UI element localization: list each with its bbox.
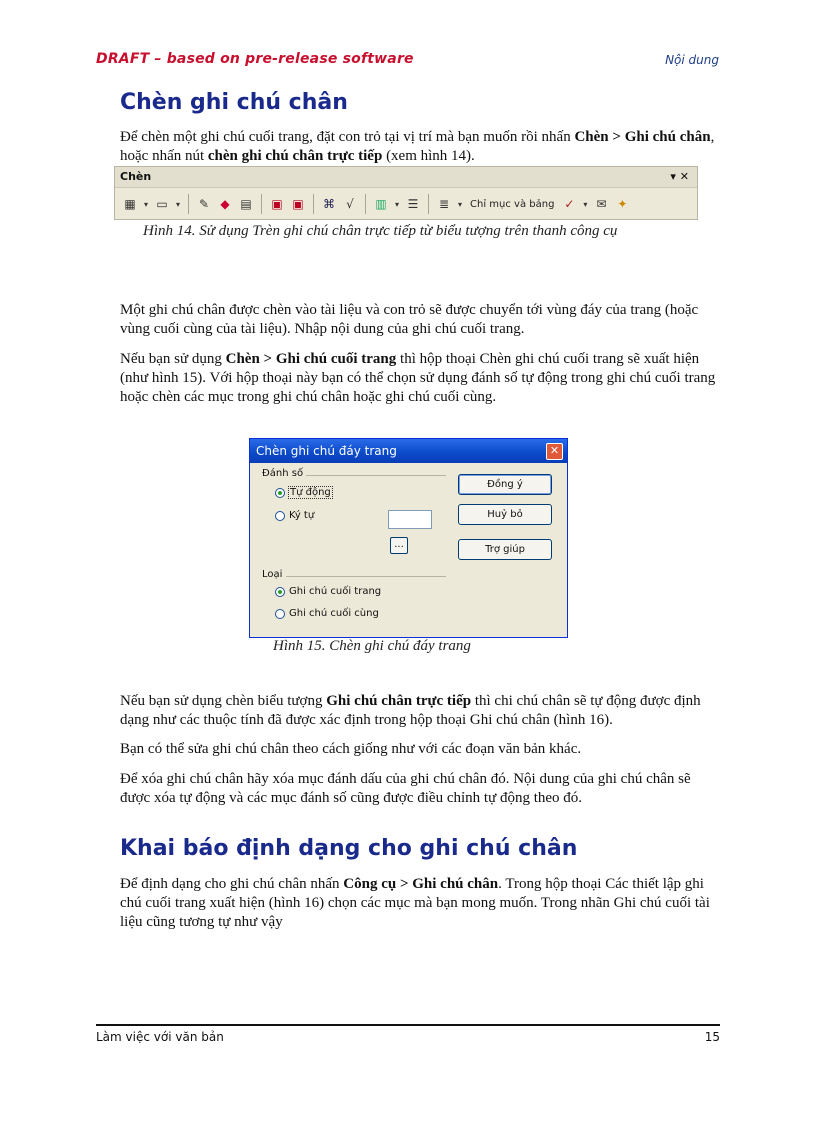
radio-button[interactable]	[275, 609, 285, 619]
group-divider	[306, 475, 446, 476]
figure-15-caption: Hình 15. Chèn ghi chú đáy trang	[273, 638, 471, 654]
radio-button-selected[interactable]	[275, 488, 285, 498]
type-group-label: Loại	[262, 569, 283, 580]
group-divider	[286, 576, 446, 577]
numbering-group-label: Đánh số	[262, 468, 304, 479]
note-icon[interactable]: ✉	[596, 197, 607, 211]
browse-character-button[interactable]: ...	[390, 537, 408, 554]
formula-icon[interactable]: √	[346, 197, 354, 211]
endnote-icon[interactable]: ▣	[292, 197, 304, 211]
radio-character[interactable]: Ký tự	[275, 510, 314, 521]
dropdown-arrow-icon[interactable]: ▾	[394, 199, 399, 209]
chart-icon[interactable]: ▤	[240, 197, 252, 211]
insert-field-icon[interactable]: ✎	[198, 197, 210, 211]
list-icon[interactable]: ☰	[407, 197, 419, 211]
index-and-tables-button[interactable]: Chỉ mục và bảng	[470, 198, 555, 210]
dialog-titlebar[interactable]	[250, 439, 567, 463]
radio-automatic[interactable]: Tự động	[275, 487, 332, 498]
insert-footnote-dialog	[249, 438, 568, 638]
footer-chapter-title: Làm việc với văn bản	[96, 1030, 224, 1044]
spellcheck-icon[interactable]: ✓	[564, 197, 575, 211]
dropdown-arrow-icon[interactable]: ▾	[457, 199, 462, 209]
section-icon[interactable]: ≣	[438, 197, 450, 211]
dropdown-arrow-icon[interactable]: ▾	[143, 199, 148, 209]
help-button[interactable]: Trợ giúp	[458, 539, 552, 560]
radio-footnote[interactable]: Ghi chú cuối trang	[275, 586, 381, 597]
paragraph-intro: Để chèn một ghi chú cuối trang, đặt con trỏ tại vị trí mà bạn muốn rồi nhấn Chèn > Ghi chú chân, hoặc nhấn nút chèn ghi chú chân trực tiếp (xem hình 14).	[120, 129, 715, 164]
section-title-footnote-format: Khai báo định dạng cho ghi chú chân	[120, 836, 578, 861]
radio-button-selected[interactable]	[275, 587, 285, 597]
radio-endnote[interactable]: Ghi chú cuối cùng	[275, 608, 379, 619]
toolbar-title: Chèn	[120, 170, 152, 183]
toolbar-titlebar[interactable]	[115, 167, 697, 188]
insert-image-icon[interactable]: ◆	[220, 197, 230, 211]
paragraph-footnote-inserted: Một ghi chú chân được chèn vào tài liệu và con trỏ sẽ được chuyển tới vùng đáy của trang (hoặc vùng cuối cùng của tài liệu). Nhập nội dung của ghi chú cuối trang.	[120, 302, 699, 337]
character-input[interactable]	[388, 510, 432, 529]
dropdown-arrow-icon[interactable]: ▾	[175, 199, 180, 209]
figure-14-caption: Hình 14. Sử dụng Trèn ghi chú chân trực tiếp từ biểu tượng trên thanh công cụ	[143, 223, 618, 239]
paragraph-direct-footnote: Nếu bạn sử dụng chèn biểu tượng Ghi chú chân trực tiếp thì chi chú chân sẽ tự động được định dạng như các thuộc tính đã được xác định trong hộp thoại Ghi chú chân (hình 16).	[120, 693, 701, 728]
bookmark-icon[interactable]: ▥	[375, 197, 387, 211]
footer-divider	[96, 1024, 720, 1026]
table-icon[interactable]: ▦	[124, 197, 136, 211]
special-character-icon[interactable]: ⌘	[323, 197, 335, 211]
section-title-insert-footnote: Chèn ghi chú chân	[120, 90, 348, 115]
close-icon[interactable]: ✕	[546, 443, 563, 460]
footnote-direct-icon[interactable]: ▣	[271, 197, 283, 211]
toolbar-controls[interactable]: ▾ ✕	[670, 170, 689, 183]
navigator-icon[interactable]: ✦	[617, 197, 628, 211]
dialog-title: Chèn ghi chú đáy trang	[256, 444, 397, 458]
paragraph-delete-footnote: Để xóa ghi chú chân hãy xóa mục đánh dấu của ghi chú chân đó. Nội dung của ghi chú chân sẽ được xóa tự động và các mục đánh số cũng được điều chỉnh tự động theo đó.	[120, 771, 691, 806]
header-section-name: Nội dung	[665, 53, 719, 67]
insert-toolbar	[114, 166, 698, 220]
page-number: 15	[704, 1030, 720, 1044]
cancel-button[interactable]: Huỷ bỏ	[458, 504, 552, 525]
paragraph-endnote-dialog: Nếu bạn sử dụng Chèn > Ghi chú cuối trang thì hộp thoại Chèn ghi chú cuối trang sẽ xuất hiện (như hình 15). Với hộp thoại này bạn có thể chọn sử dụng đánh số tự động trong ghi chú cuối trang hoặc chèn các mục trong ghi chú chân hoặc ghi chú cuối cùng.	[120, 351, 716, 405]
ok-button[interactable]: Đồng ý	[458, 474, 552, 495]
dropdown-arrow-icon[interactable]: ▾	[583, 199, 588, 209]
frame-icon[interactable]: ▭	[156, 197, 168, 211]
draft-notice: DRAFT – based on pre-release software	[96, 51, 414, 67]
radio-button[interactable]	[275, 511, 285, 521]
paragraph-format-footnote: Để định dạng cho ghi chú chân nhấn Công cụ > Ghi chú chân. Trong hộp thoại Các thiết lập ghi chú cuối trang xuất hiện (hình 16) chọn các mục mà bạn mong muốn. Trong nhãn Ghi chú cuối tài liệu cũng tương tự như vậy	[120, 876, 710, 930]
paragraph-edit-footnote: Bạn có thể sửa ghi chú chân theo cách giống như với các đoạn văn bản khác.	[120, 741, 582, 757]
